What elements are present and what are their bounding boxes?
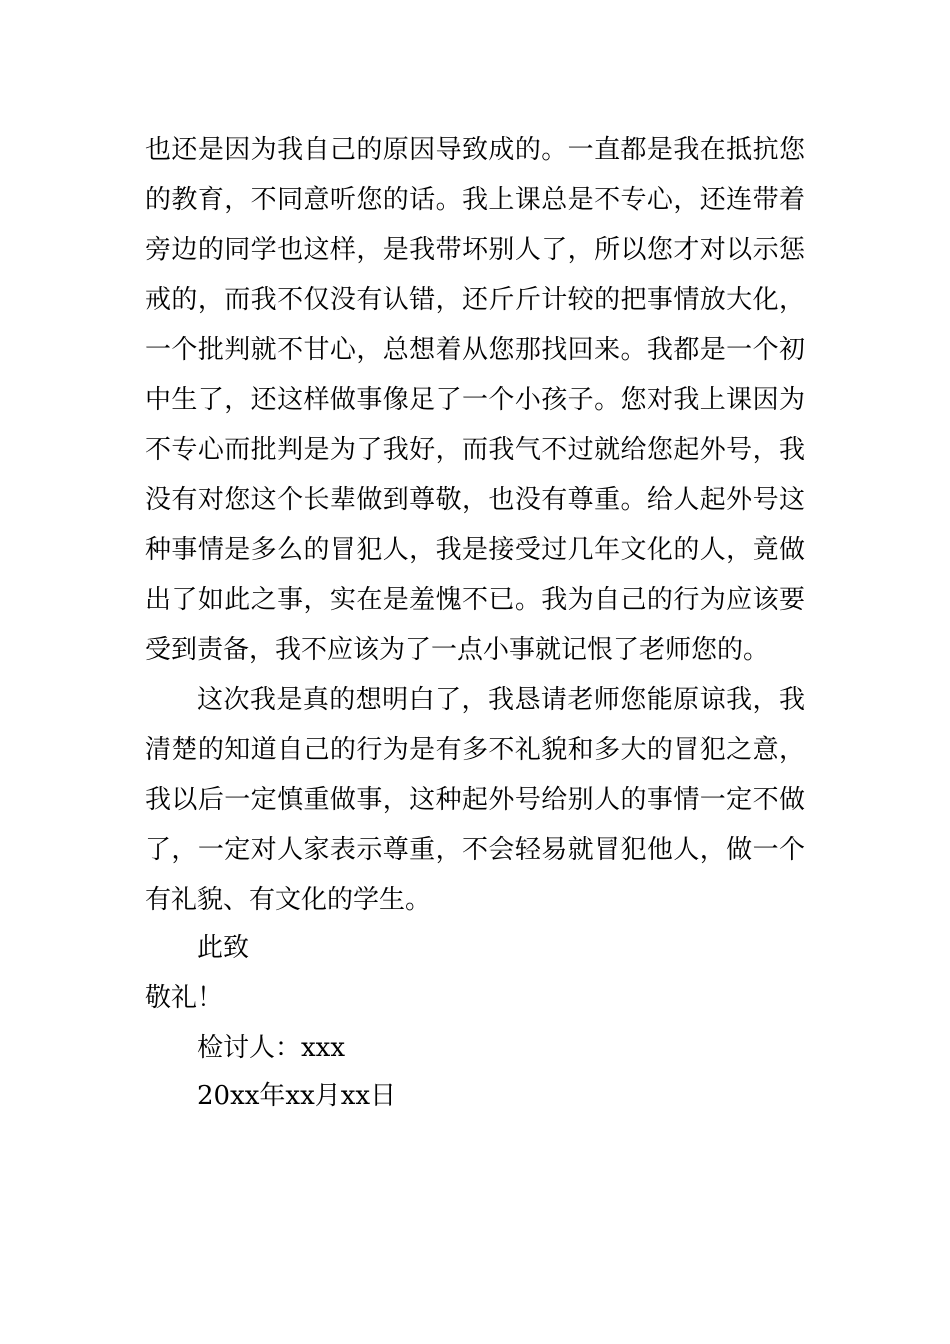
paragraph-2-line-4: 了，一定对人家表示尊重，不会轻易就冒犯他人，做一个 xyxy=(145,835,805,865)
paragraph-1-line-9: 种事情是多么的冒犯人，我是接受过几年文化的人，竟做 xyxy=(145,535,805,565)
paragraph-1-line-2: 的教育，不同意听您的话。我上课总是不专心，还连带着 xyxy=(145,185,805,215)
paragraph-1-line-7: 不专心而批判是为了我好，而我气不过就给您起外号，我 xyxy=(145,435,805,465)
paragraph-2-line-1: 这次我是真的想明白了，我恳请老师您能原谅我，我 xyxy=(197,685,805,715)
paragraph-1-line-1: 也还是因为我自己的原因导致成的。一直都是我在抵抗您 xyxy=(145,135,805,165)
paragraph-1-line-8: 没有对您这个长辈做到尊敬，也没有尊重。给人起外号这 xyxy=(145,485,805,515)
salute-text: 敬礼！ xyxy=(145,983,224,1013)
paragraph-1-line-11: 受到责备，我不应该为了一点小事就记恨了老师您的。 xyxy=(145,635,770,665)
paragraph-2-line-5: 有礼貌、有文化的学生。 xyxy=(145,885,432,915)
paragraph-1-line-5: 一个批判就不甘心，总想着从您那找回来。我都是一个初 xyxy=(145,335,805,365)
paragraph-2-line-2: 清楚的知道自己的行为是有多不礼貌和多大的冒犯之意， xyxy=(145,735,805,765)
paragraph-2-line-3: 我以后一定慎重做事，这种起外号给别人的事情一定不做 xyxy=(145,785,805,815)
paragraph-1-line-10: 出了如此之事，实在是羞愧不已。我为自己的行为应该要 xyxy=(145,585,805,615)
paragraph-1-line-4: 戒的，而我不仅没有认错，还斤斤计较的把事情放大化， xyxy=(145,285,805,315)
paragraph-1-line-3: 旁边的同学也这样，是我带坏别人了，所以您才对以示惩 xyxy=(145,235,805,265)
closing-text: 此致 xyxy=(197,933,250,963)
signature-text: 检讨人：xxx xyxy=(197,1033,345,1063)
date-text: 20xx年xx月xx日 xyxy=(197,1081,397,1111)
paragraph-1-line-6: 中生了，还这样做事像足了一个小孩子。您对我上课因为 xyxy=(145,385,805,415)
